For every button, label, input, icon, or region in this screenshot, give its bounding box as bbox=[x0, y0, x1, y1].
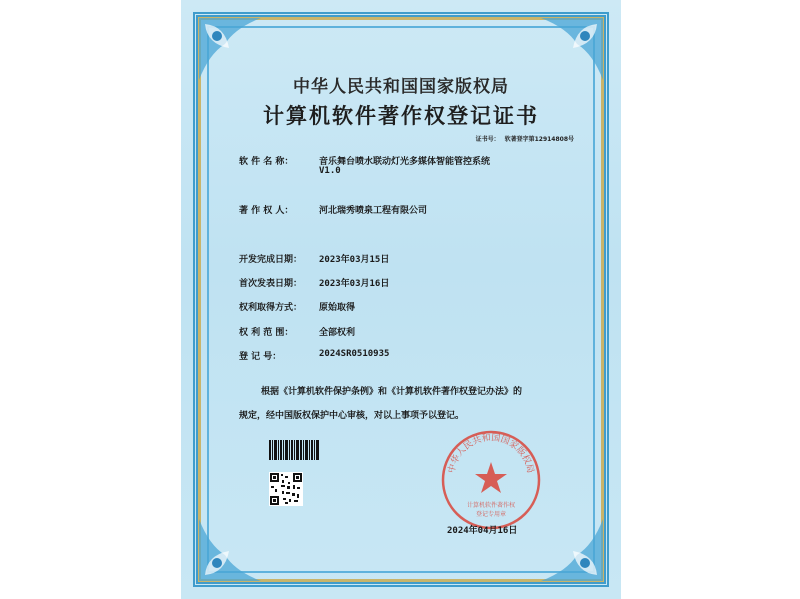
qr-code-icon bbox=[269, 472, 303, 506]
field-label: 首次发表日期： bbox=[239, 279, 303, 289]
issuer-title: 中华人民共和国国家版权局 bbox=[293, 77, 509, 97]
certificate-number bbox=[476, 134, 574, 143]
field-value-version: V1.0 bbox=[319, 166, 341, 176]
field-label: 权利取得方式： bbox=[239, 303, 303, 313]
certificate bbox=[181, 0, 621, 599]
field-value: 2024SR0510935 bbox=[319, 349, 390, 359]
corner-ornament-icon bbox=[195, 515, 265, 585]
field-label: 登 记 号： bbox=[239, 352, 282, 362]
legal-basis-line1: 根据《计算机软件保护条例》和《计算机软件著作权登记办法》的 bbox=[261, 387, 523, 397]
field-label: 开发完成日期： bbox=[239, 255, 303, 265]
certificate-number-value: 软著登字第12914808号 bbox=[504, 136, 574, 143]
svg-text:中华人民共和国国家版权局: 中华人民共和国国家版权局 bbox=[447, 433, 535, 475]
field-value: 河北瑞秀喷泉工程有限公司 bbox=[319, 206, 428, 216]
field-value: 原始取得 bbox=[319, 303, 356, 313]
issue-date: 2024年04月16日 bbox=[447, 526, 518, 536]
field-label: 权 利 范 围： bbox=[239, 328, 294, 338]
field-label: 著 作 权 人： bbox=[239, 206, 294, 216]
barcode-icon bbox=[269, 440, 319, 460]
field-value: 全部权利 bbox=[319, 328, 356, 338]
official-seal-icon bbox=[439, 428, 543, 532]
svg-text:计算机软件著作权: 计算机软件著作权 bbox=[466, 502, 516, 509]
certificate-number-label: 证书号： bbox=[475, 136, 500, 143]
field-value: 2023年03月16日 bbox=[319, 279, 390, 289]
certificate-title: 计算机软件著作权登记证书 bbox=[263, 103, 539, 128]
legal-basis-line2: 规定，经中国版权保护中心审核，对以上事项予以登记。 bbox=[239, 411, 465, 421]
field-value: 音乐舞台喷水联动灯光多媒体智能管控系统 bbox=[319, 157, 491, 167]
svg-text:登记专用章: 登记专用章 bbox=[475, 511, 507, 518]
field-value: 2023年03月15日 bbox=[319, 255, 390, 265]
corner-ornament-icon bbox=[537, 515, 607, 585]
field-label: 软 件 名 称： bbox=[239, 157, 294, 167]
